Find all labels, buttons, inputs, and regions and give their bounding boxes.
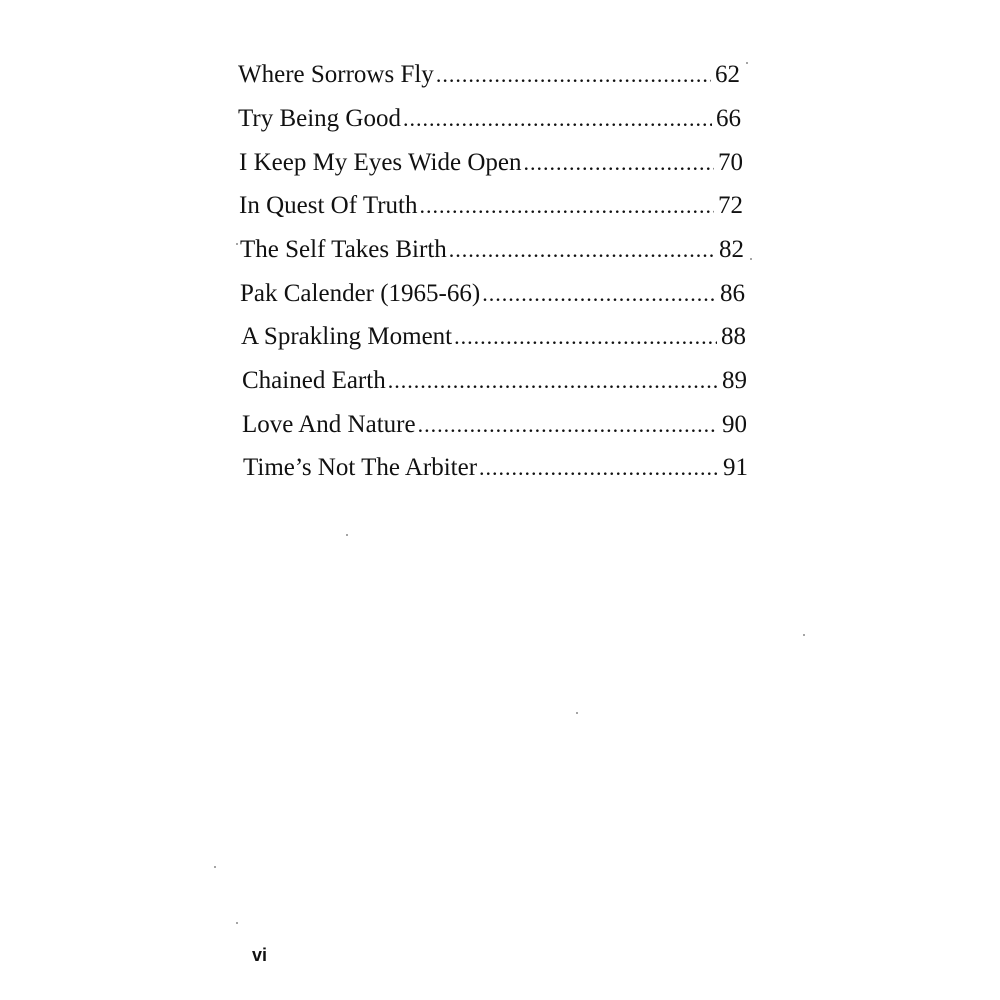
toc-entry-title: Time’s Not The Arbiter	[243, 454, 478, 481]
toc-dot-leader	[482, 279, 716, 309]
toc-entry	[240, 235, 744, 265]
toc-entry-page: 86	[720, 280, 745, 307]
toc-entry-title: Pak Calender (1965-66)	[240, 280, 481, 307]
scan-speck	[236, 243, 238, 245]
toc-entry	[239, 148, 743, 178]
toc-entry	[238, 104, 741, 134]
toc-entry	[241, 322, 746, 352]
toc-dot-leader	[479, 453, 719, 483]
toc-entry-page: 66	[716, 105, 741, 132]
scan-speck	[750, 258, 752, 260]
toc-entry-page: 89	[722, 367, 747, 394]
scan-speck	[214, 866, 216, 868]
toc-entry-title: Love And Nature	[242, 411, 416, 438]
toc-entry	[239, 191, 743, 221]
toc-entry-page: 90	[722, 411, 747, 438]
toc-entry	[243, 453, 748, 483]
toc-entry-page: 88	[721, 323, 746, 350]
page-folio: vi	[252, 945, 268, 965]
scan-speck	[803, 634, 805, 636]
toc-entry-title: In Quest Of Truth	[239, 192, 418, 219]
toc-dot-leader	[418, 410, 718, 440]
toc-entry-title: I Keep My Eyes Wide Open	[239, 149, 522, 176]
toc-entry-page: 91	[723, 454, 748, 481]
toc-dot-leader	[403, 104, 712, 134]
toc-dot-leader	[523, 148, 714, 178]
toc-entry	[238, 60, 740, 90]
toc-entry	[240, 279, 745, 309]
toc-entry-title: A Sprakling Moment	[241, 323, 453, 350]
toc-dot-leader	[420, 191, 715, 221]
toc-entry-page: 62	[715, 61, 740, 88]
toc-dot-leader	[388, 366, 718, 396]
toc-entry-page: 82	[719, 236, 744, 263]
scan-speck	[746, 62, 748, 64]
toc-entry-title: Chained Earth	[242, 367, 386, 394]
toc-entry-title: The Self Takes Birth	[240, 236, 447, 263]
scan-speck	[576, 712, 578, 714]
scan-speck	[346, 534, 348, 536]
toc-entry-page: 70	[718, 149, 743, 176]
toc-entry	[242, 366, 747, 396]
toc-entry	[242, 410, 747, 440]
toc-entry-title: Where Sorrows Fly	[238, 61, 434, 88]
toc-entry-page: 72	[718, 192, 743, 219]
toc-dot-leader	[449, 235, 715, 265]
toc-dot-leader	[454, 322, 717, 352]
scan-speck	[236, 922, 238, 924]
toc-dot-leader	[436, 60, 711, 90]
toc-entry-title: Try Being Good	[238, 105, 401, 132]
